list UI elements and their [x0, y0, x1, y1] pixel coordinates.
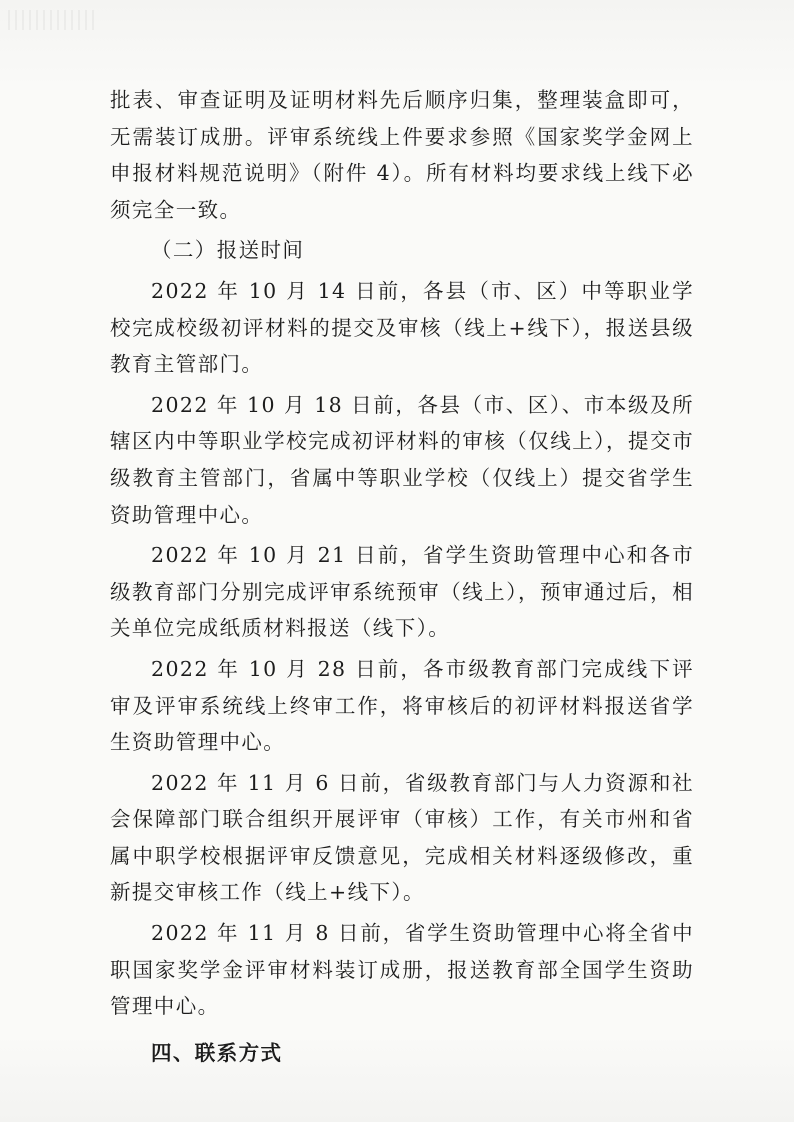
- paragraph-oct-14: 2022 年 10 月 14 日前，各县（市、区）中等职业学校完成校级初评材料的提交及审核（线上+线下），报送县级教育主管部门。: [110, 278, 694, 377]
- paragraph-oct-28: 2022 年 10 月 28 日前，各市级教育部门完成线下评审及评审系统线上终审工作，将审核后的初评材料报送省学生资助管理中心。: [110, 656, 694, 755]
- section-heading-contact: 四、联系方式: [151, 1040, 283, 1065]
- document-body: [110, 82, 694, 1071]
- paragraph-nov-8: 2022 年 11 月 8 日前，省学生资助管理中心将全省中职国家奖学金评审材料装订成册，报送教育部全国学生资助管理中心。: [110, 921, 694, 1019]
- subheading-submission-time: （二）报送时间: [151, 238, 305, 263]
- paragraph-oct-18: 2022 年 10 月 18 日前，各县（市、区）、市本级及所辖区内中等职业学校完成初评材料的审核（仅线上），提交市级教育主管部门，省属中等职业学校（仅线上）提交省学生资助管理中心。: [110, 392, 694, 527]
- paragraph-nov-6: 2022 年 11 月 6 日前，省级教育部门与人力资源和社会保障部门联合组织开展评审（审核）工作，有关市州和省属中职学校根据评审反馈意见，完成相关材料逐级修改，重新提交审核工作（线上+线下）。: [110, 770, 694, 905]
- paragraph-materials: 批表、审查证明及证明材料先后顺序归集，整理装盒即可，无需装订成册。评审系统线上件要求参照《国家奖学金网上申报材料规范说明》（附件 4）。所有材料均要求线上线下必须完全一致。: [110, 88, 694, 222]
- paragraph-oct-21: 2022 年 10 月 21 日前，省学生资助管理中心和各市级教育部门分别完成评审系统预审（线上），预审通过后，相关单位完成纸质材料报送（线下）。: [110, 543, 694, 641]
- scan-artifact: [8, 10, 98, 30]
